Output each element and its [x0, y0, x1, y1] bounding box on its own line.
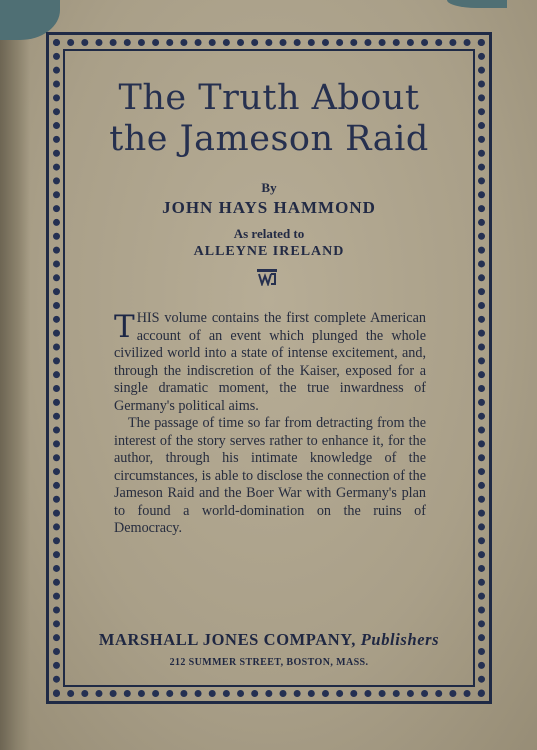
blurb-paragraph-1-text: HIS volume contains the first complete American account of an event which plunged the whole civilized world into a state of intense excitement, and, through the indiscretion of the Kaiser, exposed for a single dramatic moment, the true inwardness of Germany's political aims. — [114, 310, 426, 414]
drop-cap: T — [114, 309, 135, 345]
publisher-name: MARSHALL JONES COMPANY, — [98, 630, 361, 649]
publisher-suffix: Publishers — [360, 630, 440, 649]
blurb-paragraph-2: The passage of time so far from detracting from the interest of the story serves rather to enhance it, for the author, through his intimate knowledge of the circumstances, is able to disclose the connection of the Jameson Raid and the Boer War with Germany's plan to found a world-domination on the ruins of Democracy. — [114, 415, 426, 536]
publisher-address: 212 SUMMER STREET, BOSTON, MASS. — [169, 657, 369, 668]
related-label: As related to — [233, 226, 305, 241]
publisher-line — [70, 630, 468, 650]
by-label: By — [261, 180, 277, 195]
blurb-text — [114, 310, 426, 538]
torn-edge — [447, 0, 507, 8]
title-line-2: the Jameson Raid — [109, 119, 429, 159]
book-title — [70, 78, 468, 160]
publisher-mark-icon — [256, 268, 278, 286]
coauthor-name: ALLEYNE IRELAND — [193, 244, 345, 259]
blurb-paragraph-1 — [114, 310, 426, 415]
spine-shadow — [0, 0, 30, 750]
title-line-1: The Truth About — [118, 78, 420, 118]
author-name: JOHN HAYS HAMMOND — [162, 198, 376, 217]
